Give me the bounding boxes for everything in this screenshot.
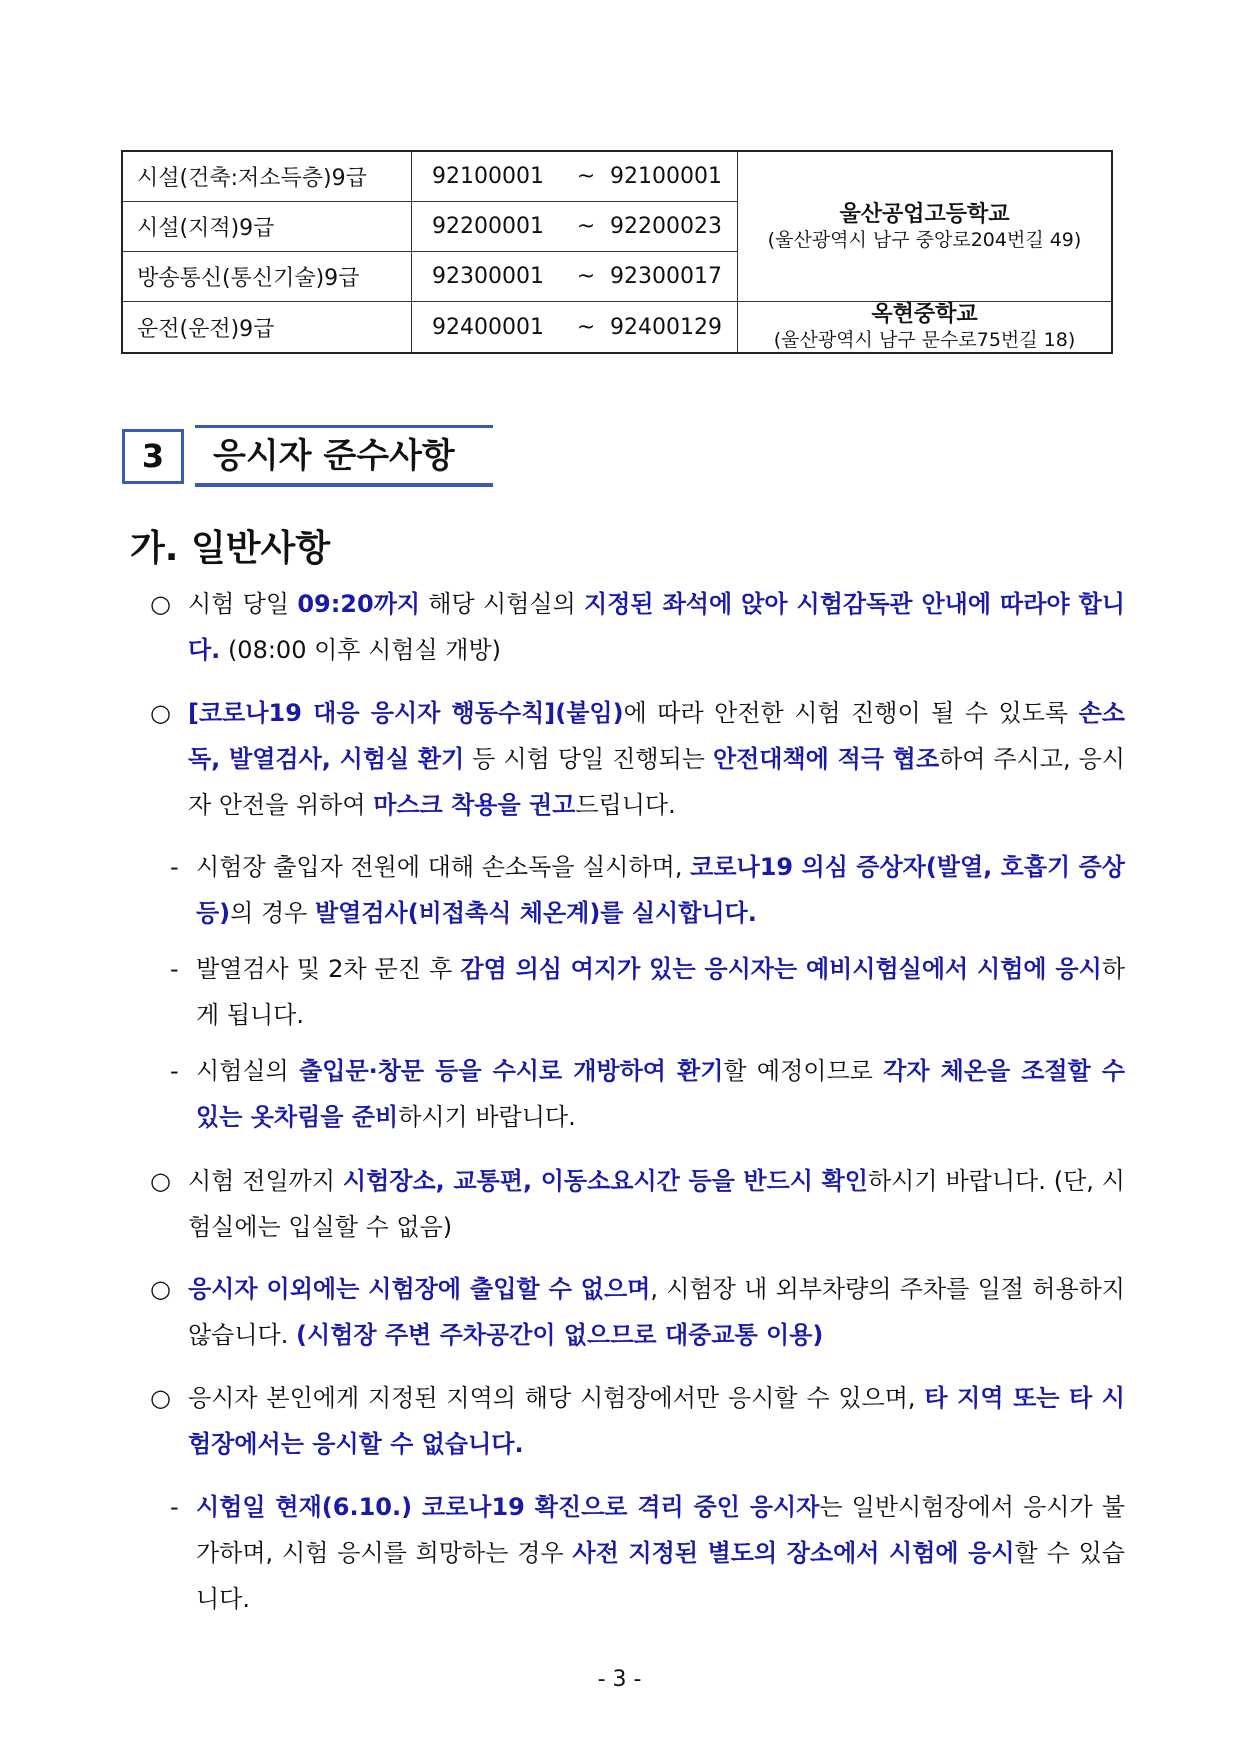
dash-item: - 발열검사 및 2차 문진 후 감염 의심 여지가 있는 응시자는 예비시험실에서 시험에 응시하게 됩니다.: [170, 946, 1125, 1038]
range-tilde: ~: [576, 314, 596, 340]
section-title: 응시자 준수사항: [195, 425, 493, 487]
subject-cell: 시설(건축:저소득층)9급: [122, 151, 412, 202]
range-to: 92300017: [610, 264, 722, 289]
dash-marker: -: [170, 955, 179, 983]
number-range-cell: [412, 151, 738, 202]
circle-bullet-icon: ○: [150, 1167, 171, 1195]
page-number: - 3 -: [597, 1667, 642, 1692]
dash-marker: -: [170, 1057, 179, 1085]
dash-item: - 시험일 현재(6.10.) 코로나19 확진으로 격리 중인 응시자는 일반시험장에서 응시가 불가하며, 시험 응시를 희망하는 경우 사전 지정된 별도의 장소에서 시험에 응시할 수 있습니다.: [170, 1484, 1125, 1622]
number-range-cell: [412, 302, 738, 354]
venue-name: 울산공업고등학교: [839, 201, 1010, 227]
subject-cell: 방송통신(통신기술)9급: [122, 252, 412, 302]
bullet-paragraph: ○ 시험 전일까지 시험장소, 교통편, 이동소요시간 등을 반드시 확인하시기 바랍니다. (단, 시험실에는 입실할 수 없음): [150, 1158, 1125, 1250]
dash-item: - 시험장 출입자 전원에 대해 손소독을 실시하며, 코로나19 의심 증상자(발열, 호흡기 증상 등)의 경우 발열검사(비접촉식 체온계)를 실시합니다.: [170, 844, 1125, 936]
range-tilde: ~: [576, 264, 596, 289]
exam-venue-table: [121, 150, 1113, 354]
range-to: 92100001: [610, 164, 722, 189]
table-row: [122, 302, 1112, 354]
number-range-cell: [412, 252, 738, 302]
range-from: 92200001: [432, 214, 544, 239]
dash-marker: -: [170, 1493, 179, 1521]
circle-bullet-icon: ○: [150, 1384, 171, 1412]
bullet-paragraph: ○ 시험 당일 09:20까지 해당 시험실의 지정된 좌석에 앉아 시험감독관 안내에 따라야 합니다. (08:00 이후 시험실 개방): [150, 581, 1125, 673]
range-to: 92200023: [610, 214, 722, 239]
dash-item: - 시험실의 출입문·창문 등을 수시로 개방하여 환기할 예정이므로 각자 체온을 조절할 수 있는 옷차림을 준비하시기 바랍니다.: [170, 1048, 1125, 1140]
venue-cell: [738, 151, 1113, 302]
range-tilde: ~: [576, 164, 596, 189]
circle-bullet-icon: ○: [150, 699, 171, 727]
range-from: 92400001: [432, 314, 544, 340]
circle-bullet-icon: ○: [150, 590, 171, 618]
dash-marker: -: [170, 853, 179, 881]
bullet-paragraph: ○ 응시자 본인에게 지정된 지역의 해당 시험장에서만 응시할 수 있으며, 타 지역 또는 타 시험장에서는 응시할 수 없습니다.: [150, 1375, 1125, 1467]
range-to: 92400129: [610, 314, 722, 340]
range-tilde: ~: [576, 214, 596, 239]
range-from: 92300001: [432, 264, 544, 289]
circle-bullet-icon: ○: [150, 1275, 171, 1303]
number-range-cell: [412, 202, 738, 252]
venue-address: (울산광역시 남구 중앙로204번길 49): [767, 228, 1082, 251]
section-number: 3: [122, 429, 184, 484]
bullet-paragraph: ○ [코로나19 대응 응시자 행동수칙](붙임)에 따라 안전한 시험 진행이 될 수 있도록 손소독, 발열검사, 시험실 환기 등 시험 당일 진행되는 안전대책에 적극 협조하여 주시고, 응시자 안전을 위하여 마스크 착용을 권고드립니다.: [150, 690, 1125, 828]
subject-cell: 운전(운전)9급: [122, 302, 412, 354]
venue-cell: [738, 302, 1113, 354]
venue-address: (울산광역시 남구 문수로75번길 18): [773, 329, 1076, 351]
subsection-heading: 가. 일반사항: [130, 528, 331, 569]
venue-name: 옥현중학교: [871, 302, 978, 327]
range-from: 92100001: [432, 164, 544, 189]
subject-cell: 시설(지적)9급: [122, 202, 412, 252]
bullet-paragraph: ○ 응시자 이외에는 시험장에 출입할 수 없으며, 시험장 내 외부차량의 주차를 일절 허용하지 않습니다. (시험장 주변 주차공간이 없으므로 대중교통 이용): [150, 1266, 1125, 1358]
table-row: [122, 151, 1112, 202]
